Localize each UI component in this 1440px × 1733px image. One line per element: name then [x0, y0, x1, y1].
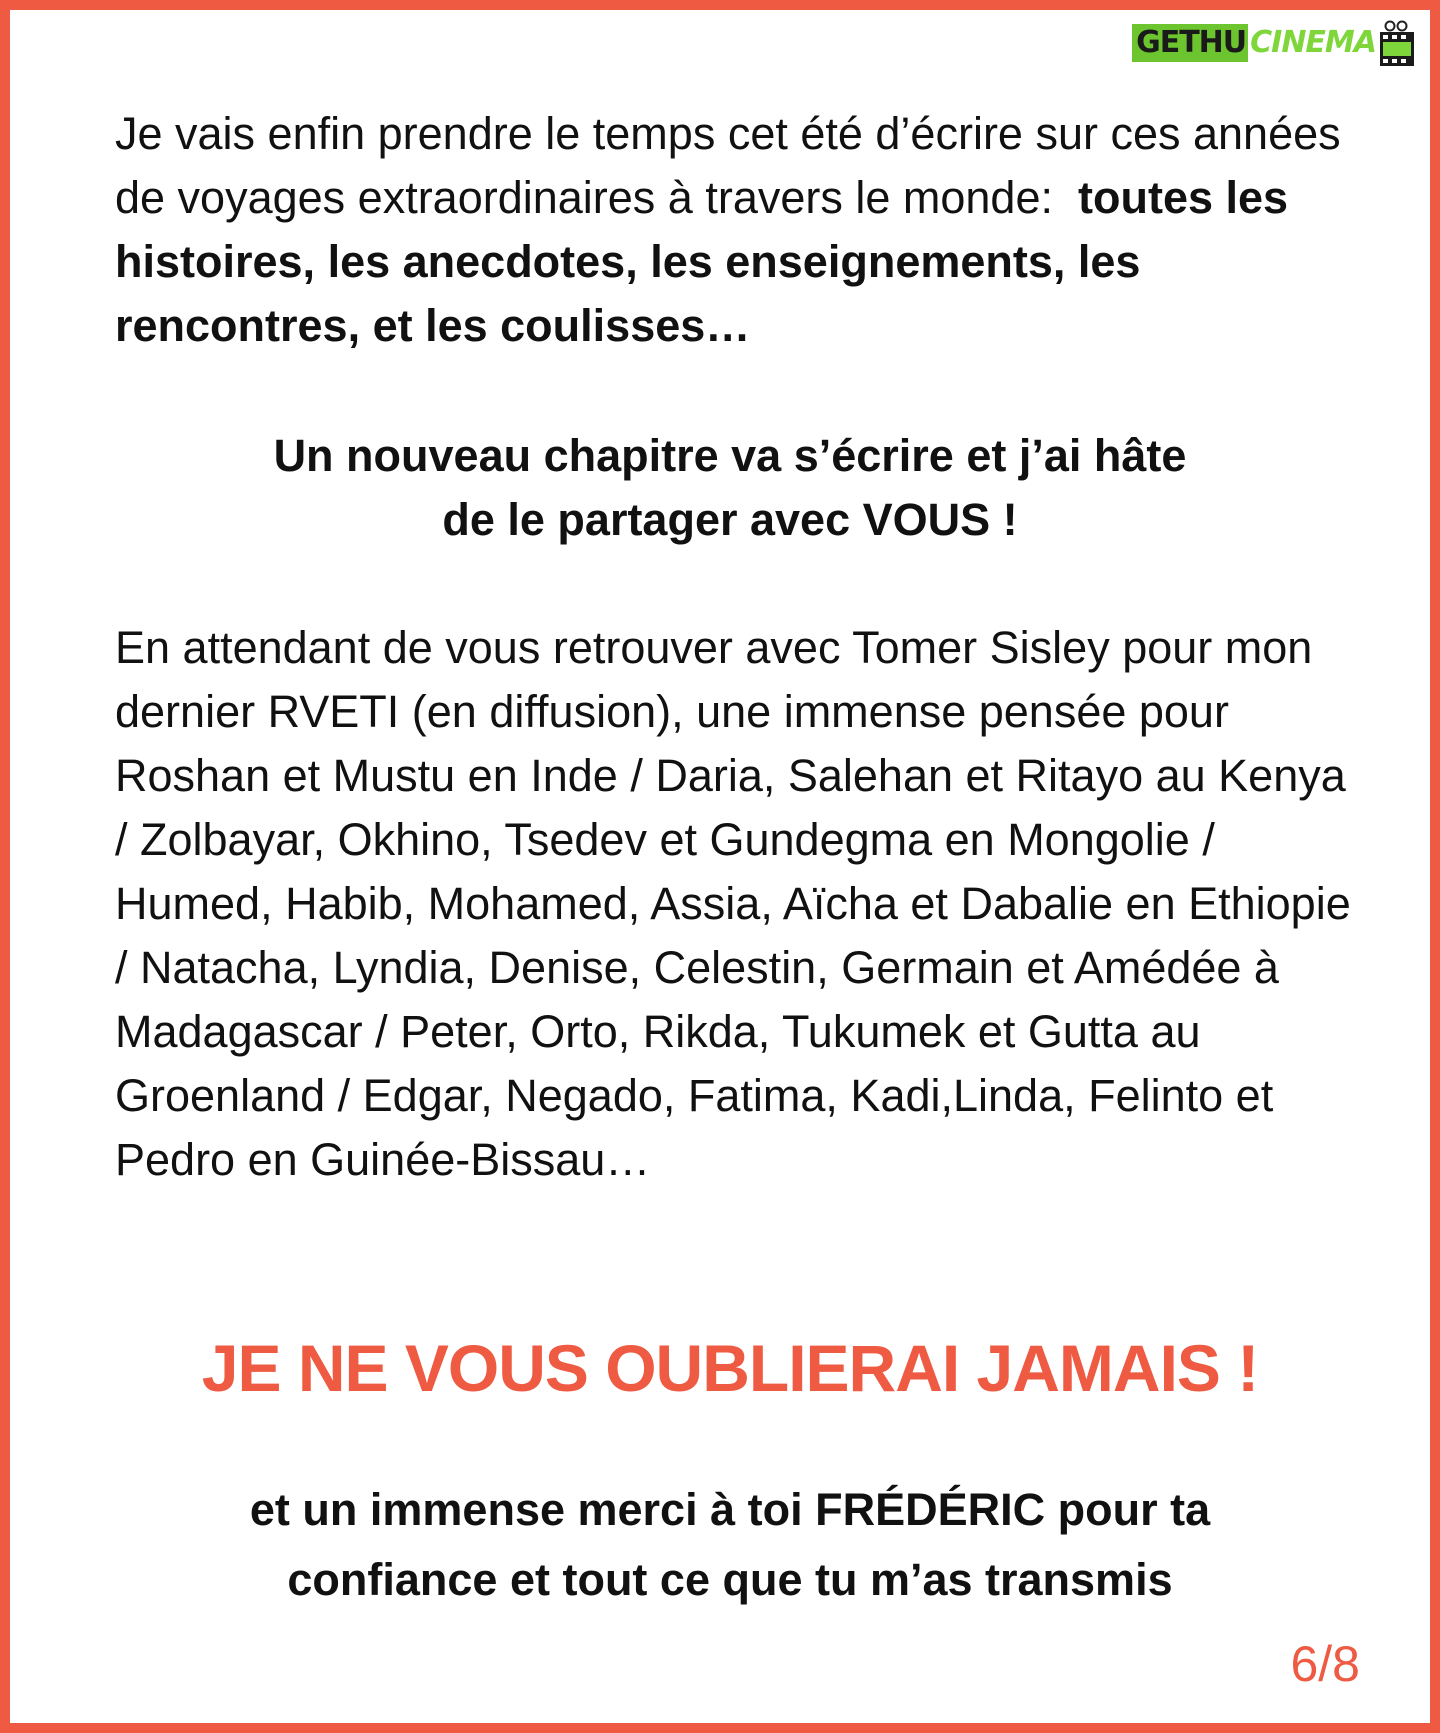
headline: JE NE VOUS OUBLIERAI JAMAIS ! [201, 1331, 1259, 1405]
thanks-paragraph: En attendant de vous retrouver avec Tomer Sisley pour mon dernier RVETI (en diffusion), une immense pensée pour Roshan et Mustu en Inde / Daria, Salehan et Ritayo au Kenya / Zolbayar, Okhino, Tsedev et Gundegma en Mongolie / Humed, Habib, Mohamed, Assia, Aïcha et Dabalie en Ethiopie / Natacha, Lyndia, Denise, Celestin, Germain et Amédée à Madagascar / Peter, Orto, Rikda, Tukumek et Gutta au Groenland / Edgar, Negado, Fatima, Kadi,Linda, Felinto et Pedro en Guinée-Bissau… [115, 622, 1351, 1185]
chapter-line-2: de le partager avec VOUS ! [442, 494, 1018, 545]
intro-bold-text: toutes les histoires, les anecdotes, les enseignements, les rencontres, et les coulisses… [115, 172, 1289, 351]
channel-logo [1132, 20, 1416, 68]
logo-text-gethu: GETHU [1132, 24, 1248, 62]
thanks-block [115, 616, 1355, 1192]
closing-line-2: confiance et tout ce que tu m’as transmis [287, 1554, 1173, 1605]
logo-wordmark [1132, 24, 1376, 62]
closing-line-1: et un immense merci à toi FRÉDÉRIC pour ta [249, 1484, 1211, 1535]
page-indicator: 6/8 [1290, 1636, 1360, 1692]
intro-text: Je vais enfin prendre le temps cet été d’écrire sur ces années de voyages extraordinaires à travers le monde: [115, 108, 1341, 223]
main-text-block [115, 102, 1355, 358]
chapter-line-1: Un nouveau chapitre va s’écrire et j’ai hâte [273, 430, 1187, 481]
film-reel-icon [1378, 20, 1416, 70]
logo-text-cinema: CINEMA [1250, 25, 1376, 60]
intro-paragraph [115, 102, 1355, 358]
